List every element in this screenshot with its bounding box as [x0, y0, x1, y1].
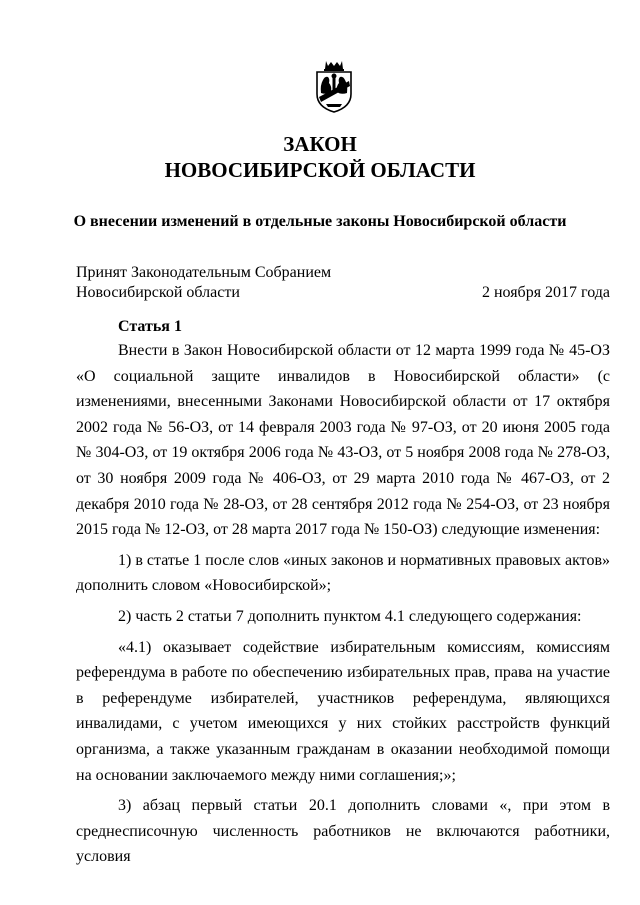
paragraph: 2) часть 2 статьи 7 дополнить пунктом 4.1 следующего содержания: [118, 607, 582, 625]
adoption-date: 2 ноября 2017 года [481, 284, 610, 301]
paragraph: «4.1) оказывает содействие избирательным комиссиям, комиссиям референдума в работе по обеспечению избирательных прав, права на участие в референдуме избирателей, участников референдума, являющихся инвалидами, с учетом имеющихся у них стойких расстройств функций организма, а также указанным гражданам в оказании необходимой помощи на основании заключаемого между ними соглашения;»; [76, 638, 610, 784]
paragraph: Внести в Закон Новосибирской области от 12 марта 1999 года № 45-ОЗ «О социальной защите инвалидов в Новосибирской области» (с изменениями, внесенными Законами Новосибирской области от 17 октября 2002 года № 56-ОЗ, от 14 февраля 2003 года № 97-ОЗ, от 20 июня 2005 года № 304-ОЗ, от 19 октября 2006 года № 43-ОЗ, от 5 ноября 2008 года № 278-ОЗ, от 30 ноября 2009 года № 406-ОЗ, от 29 марта 2010 года № 467-ОЗ, от 2 декабря 2010 года № 28-ОЗ, от 28 сентября 2012 года № 254-ОЗ, от 23 ноября 2015 года № 12-ОЗ, от 28 марта 2017 года № 150-ОЗ) следующие изменения: [76, 342, 610, 539]
law-subtitle: О внесении изменений в отдельные законы Новосибирской области [73, 213, 567, 230]
novosibirsk-coat-of-arms-icon [314, 59, 354, 113]
law-title-line1: ЗАКОН [283, 132, 357, 156]
article-heading: Статья 1 [118, 318, 182, 335]
article-body [76, 338, 610, 875]
paragraph: 1) в статье 1 после слов «иных законов и нормативных правовых актов» дополнить словом «Новосибирской»; [76, 551, 610, 595]
adopted-by-line2: Новосибирской области [76, 284, 240, 301]
adoption-block [76, 263, 610, 303]
paragraph: 3) абзац первый статьи 20.1 дополнить словами «, при этом в среднесписочную численность работников не включаются работники, условия [76, 797, 610, 866]
adopted-by-line1: Принят Законодательным Собранием [76, 264, 332, 281]
law-title-line2: НОВОСИБИРСКОЙ ОБЛАСТИ [164, 158, 476, 182]
